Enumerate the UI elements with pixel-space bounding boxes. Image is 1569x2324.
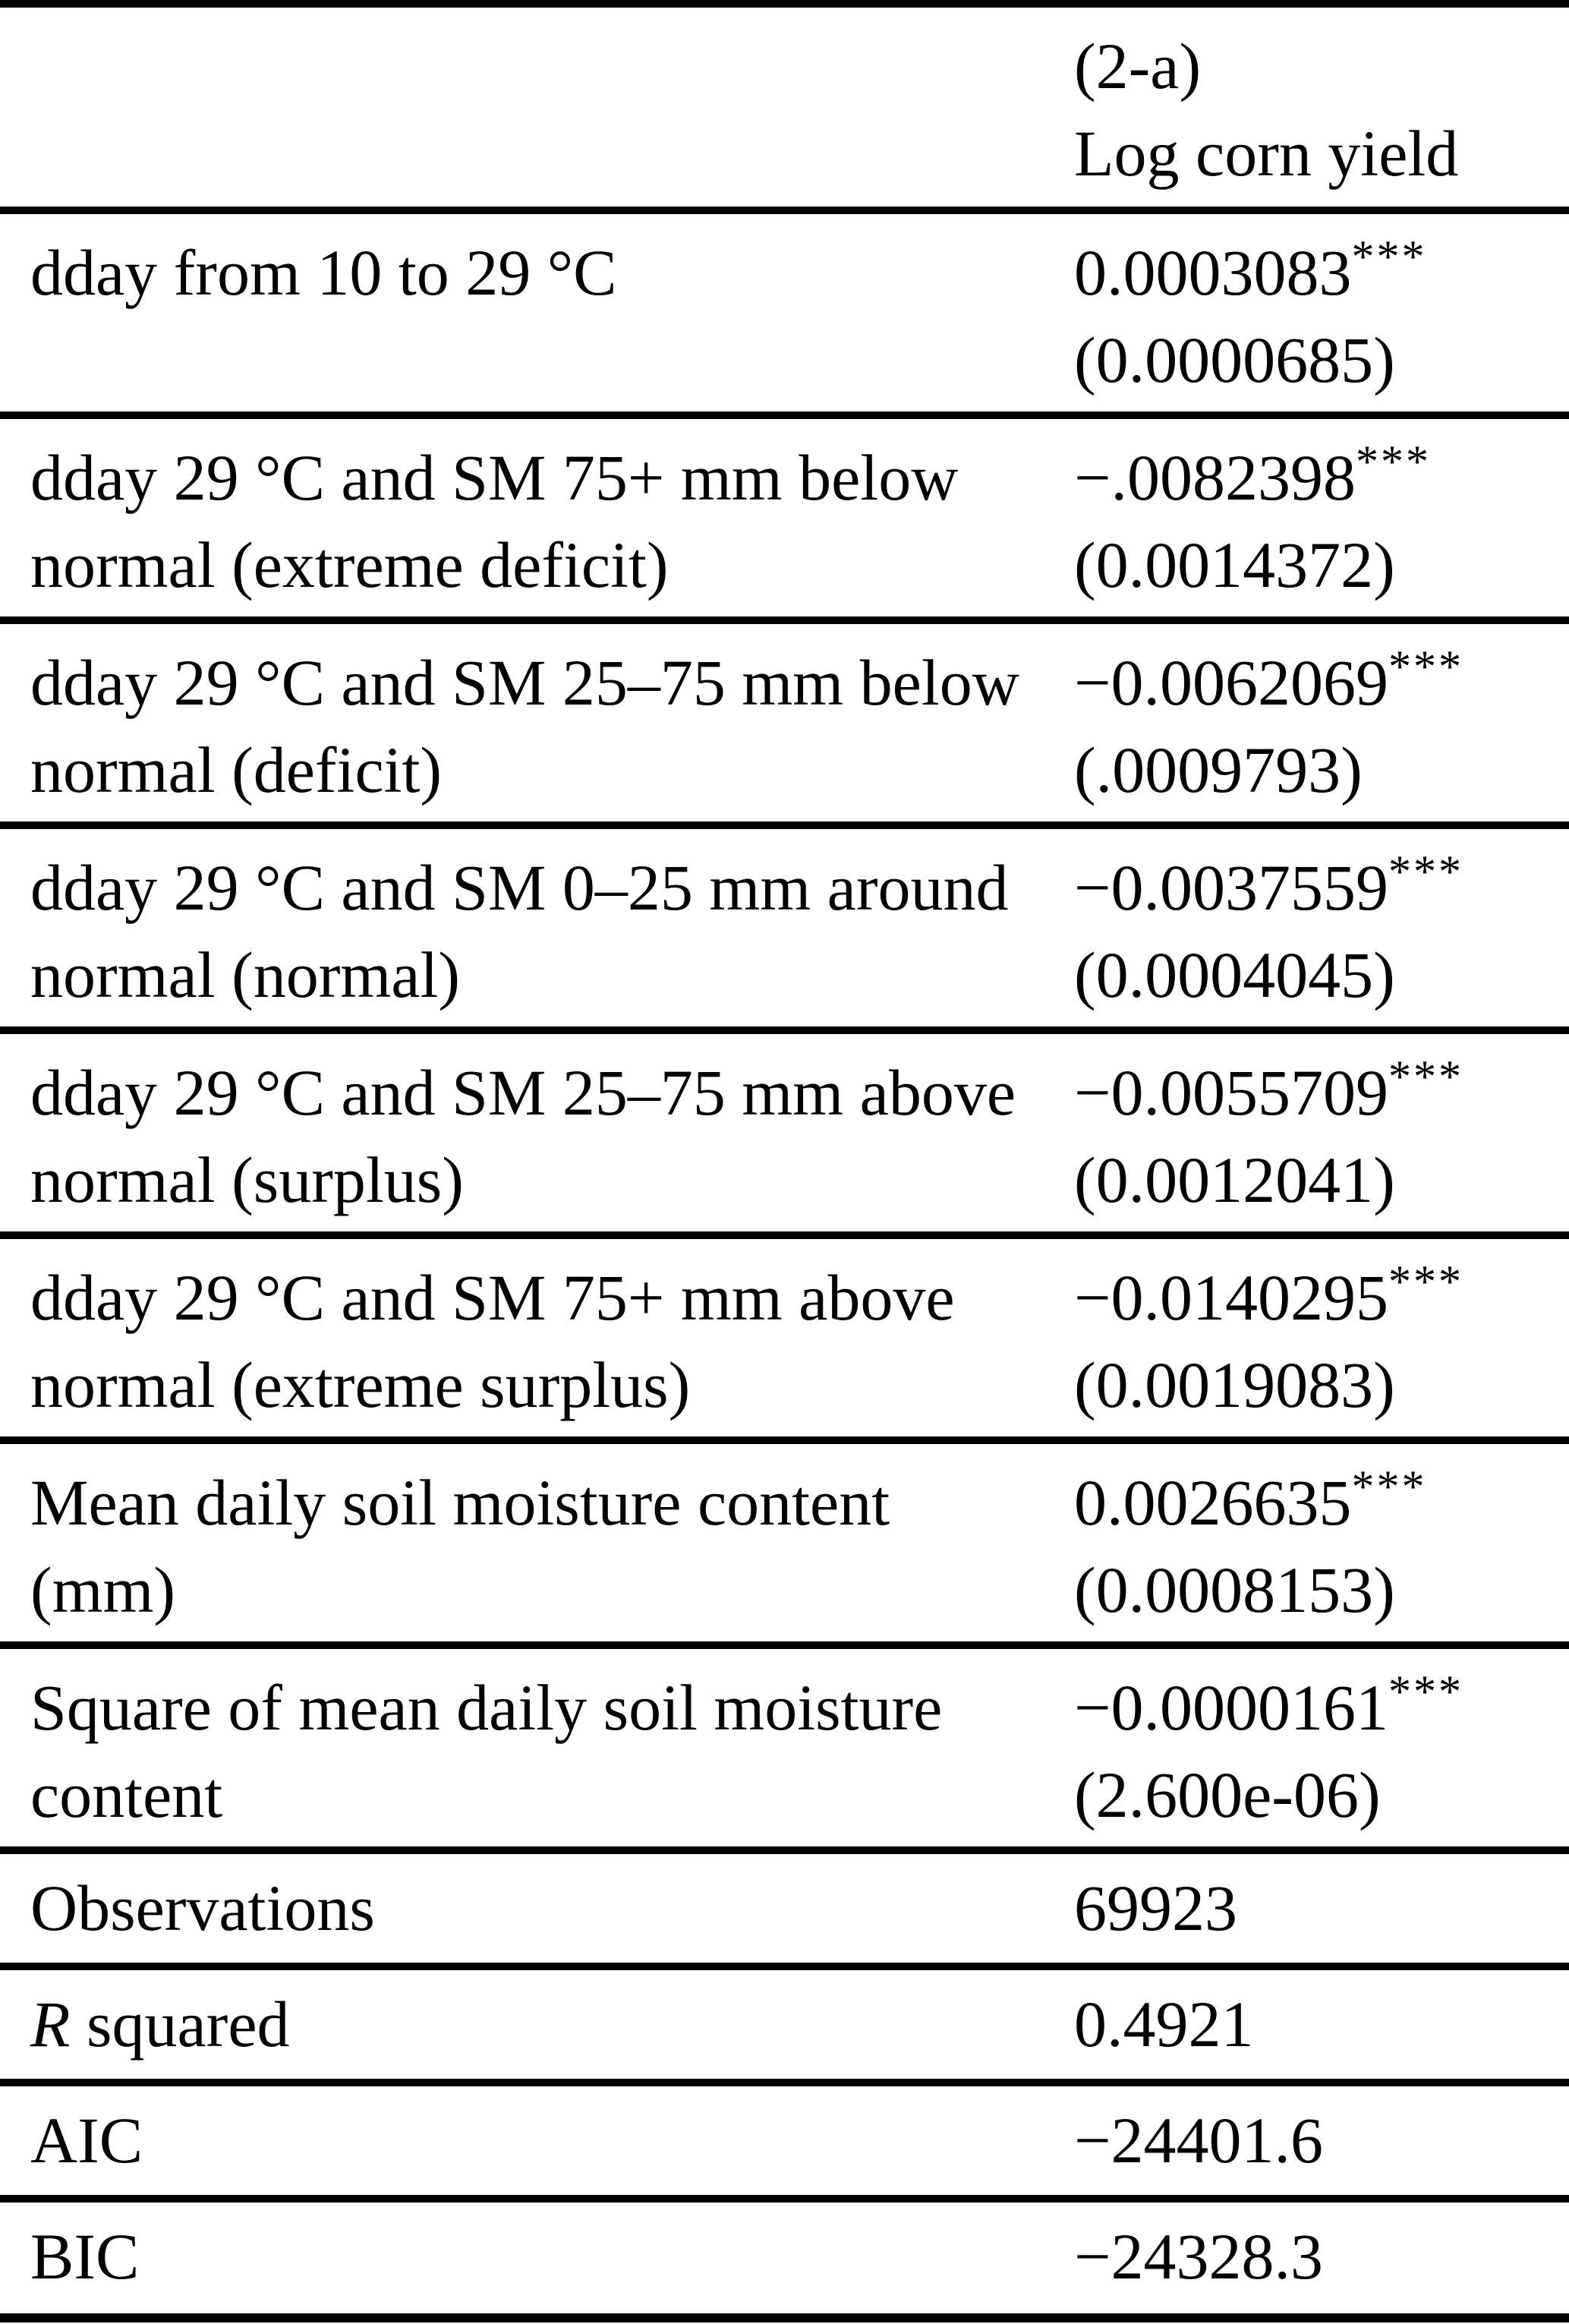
row-label-cell xyxy=(0,1459,1074,1641)
row-label-line1: dday from 10 to 29 °C xyxy=(30,236,617,309)
row-label-line2: normal (surplus) xyxy=(30,1143,464,1216)
stat-label-cell xyxy=(0,2097,1074,2195)
stat-value-cell xyxy=(1074,1981,1569,2079)
coefficient-value: −0.0000161 xyxy=(1074,1671,1389,1744)
coefficient-value: −.0082398 xyxy=(1074,441,1356,514)
standard-error: (0.0012041) xyxy=(1074,1143,1395,1216)
row-label-cell xyxy=(0,1254,1074,1436)
stat-label: AIC xyxy=(30,2104,143,2177)
row-label-line1: Square of mean daily soil moisture xyxy=(30,1671,943,1744)
row-label-line2: normal (extreme deficit) xyxy=(30,528,669,601)
dependent-variable-label: Log corn yield xyxy=(1074,117,1459,190)
row-value-cell xyxy=(1074,1254,1569,1436)
coefficient-value: −0.0055709 xyxy=(1074,1056,1389,1129)
coefficient-line xyxy=(1074,434,1569,522)
row-label-line2: (mm) xyxy=(30,1553,176,1626)
table-row xyxy=(0,1034,1569,1239)
row-label-line2: normal (normal) xyxy=(30,938,460,1011)
standard-error: (0.0008153) xyxy=(1074,1553,1395,1626)
row-label-line1: dday 29 °C and SM 75+ mm above xyxy=(30,1261,955,1334)
significance-stars: *** xyxy=(1388,1257,1464,1307)
standard-error: (0.0004045) xyxy=(1074,938,1395,1011)
row-label-line1: dday 29 °C and SM 0–25 mm around xyxy=(30,851,1009,924)
coefficient-line xyxy=(1074,1664,1569,1752)
table-row xyxy=(0,624,1569,829)
model-id-label: (2-a) xyxy=(1074,30,1202,102)
row-label-line1: Mean daily soil moisture content xyxy=(30,1466,890,1539)
row-label-line2: normal (deficit) xyxy=(30,733,443,806)
row-label-cell xyxy=(0,1664,1074,1846)
stat-value: 0.4921 xyxy=(1074,1988,1254,2061)
standard-error: (0.0014372) xyxy=(1074,528,1395,601)
coefficient-line xyxy=(1074,639,1569,727)
stat-label: BIC xyxy=(30,2220,140,2293)
coefficient-value: −0.0062069 xyxy=(1074,646,1389,719)
table-row xyxy=(0,214,1569,419)
row-label-line2: content xyxy=(30,1758,223,1831)
stat-value: −24401.6 xyxy=(1074,2104,1324,2177)
header-empty-cell xyxy=(0,23,1074,207)
table-header-row xyxy=(0,8,1569,214)
significance-stars: *** xyxy=(1388,642,1464,692)
standard-error: (.0009793) xyxy=(1074,733,1363,806)
significance-stars: *** xyxy=(1388,1667,1464,1717)
row-value-cell xyxy=(1074,1459,1569,1641)
standard-error: (0.0019083) xyxy=(1074,1348,1395,1421)
table-row xyxy=(0,1854,1569,1970)
row-label-line1: dday 29 °C and SM 75+ mm below xyxy=(30,441,959,514)
stat-label-cell xyxy=(0,1865,1074,1963)
row-value-cell xyxy=(1074,844,1569,1026)
row-value-cell xyxy=(1074,1664,1569,1846)
table-row xyxy=(0,829,1569,1034)
significance-stars: *** xyxy=(1351,1462,1427,1512)
coefficient-value: −0.0140295 xyxy=(1074,1261,1389,1334)
row-label-cell xyxy=(0,1049,1074,1231)
stat-label-cell xyxy=(0,2213,1074,2313)
table-row xyxy=(0,1970,1569,2086)
row-label-cell xyxy=(0,229,1074,412)
row-value-cell xyxy=(1074,639,1569,821)
row-value-cell xyxy=(1074,434,1569,616)
significance-stars: *** xyxy=(1388,1052,1464,1102)
coefficient-line xyxy=(1074,1459,1569,1547)
standard-error: (0.0000685) xyxy=(1074,323,1395,396)
stat-value-cell xyxy=(1074,2097,1569,2195)
coefficient-value: −0.0037559 xyxy=(1074,851,1389,924)
stat-label-italic: R xyxy=(30,1988,71,2061)
significance-stars: *** xyxy=(1388,847,1464,897)
coefficient-line xyxy=(1074,1049,1569,1137)
table-row xyxy=(0,1649,1569,1854)
stat-value: 69923 xyxy=(1074,1871,1237,1944)
table-row xyxy=(0,419,1569,624)
coefficient-line xyxy=(1074,1254,1569,1342)
coefficient-line xyxy=(1074,229,1569,317)
stat-label: Observations xyxy=(30,1871,375,1944)
coefficient-value: 0.0003083 xyxy=(1074,236,1352,309)
table-row xyxy=(0,1444,1569,1649)
stat-value-cell xyxy=(1074,2213,1569,2313)
coefficient-value: 0.0026635 xyxy=(1074,1466,1352,1539)
row-value-cell xyxy=(1074,1049,1569,1231)
stat-value-cell xyxy=(1074,1865,1569,1963)
row-label-line1: dday 29 °C and SM 25–75 mm above xyxy=(30,1056,1016,1129)
table-row xyxy=(0,2203,1569,2322)
stat-value: −24328.3 xyxy=(1074,2220,1324,2293)
stat-label: squared xyxy=(70,1988,290,2061)
significance-stars: *** xyxy=(1356,437,1432,487)
table-row xyxy=(0,1239,1569,1444)
row-label-cell xyxy=(0,639,1074,821)
row-label-cell xyxy=(0,434,1074,616)
stat-label-cell xyxy=(0,1981,1074,2079)
row-value-cell xyxy=(1074,229,1569,412)
significance-stars: *** xyxy=(1351,232,1427,282)
row-label-line2: normal (extreme surplus) xyxy=(30,1348,691,1421)
row-label-line1: dday 29 °C and SM 25–75 mm below xyxy=(30,646,1019,719)
standard-error: (2.600e-06) xyxy=(1074,1758,1381,1831)
coefficient-line xyxy=(1074,844,1569,932)
header-value-cell xyxy=(1074,23,1569,207)
row-label-cell xyxy=(0,844,1074,1026)
table-row xyxy=(0,2086,1569,2203)
